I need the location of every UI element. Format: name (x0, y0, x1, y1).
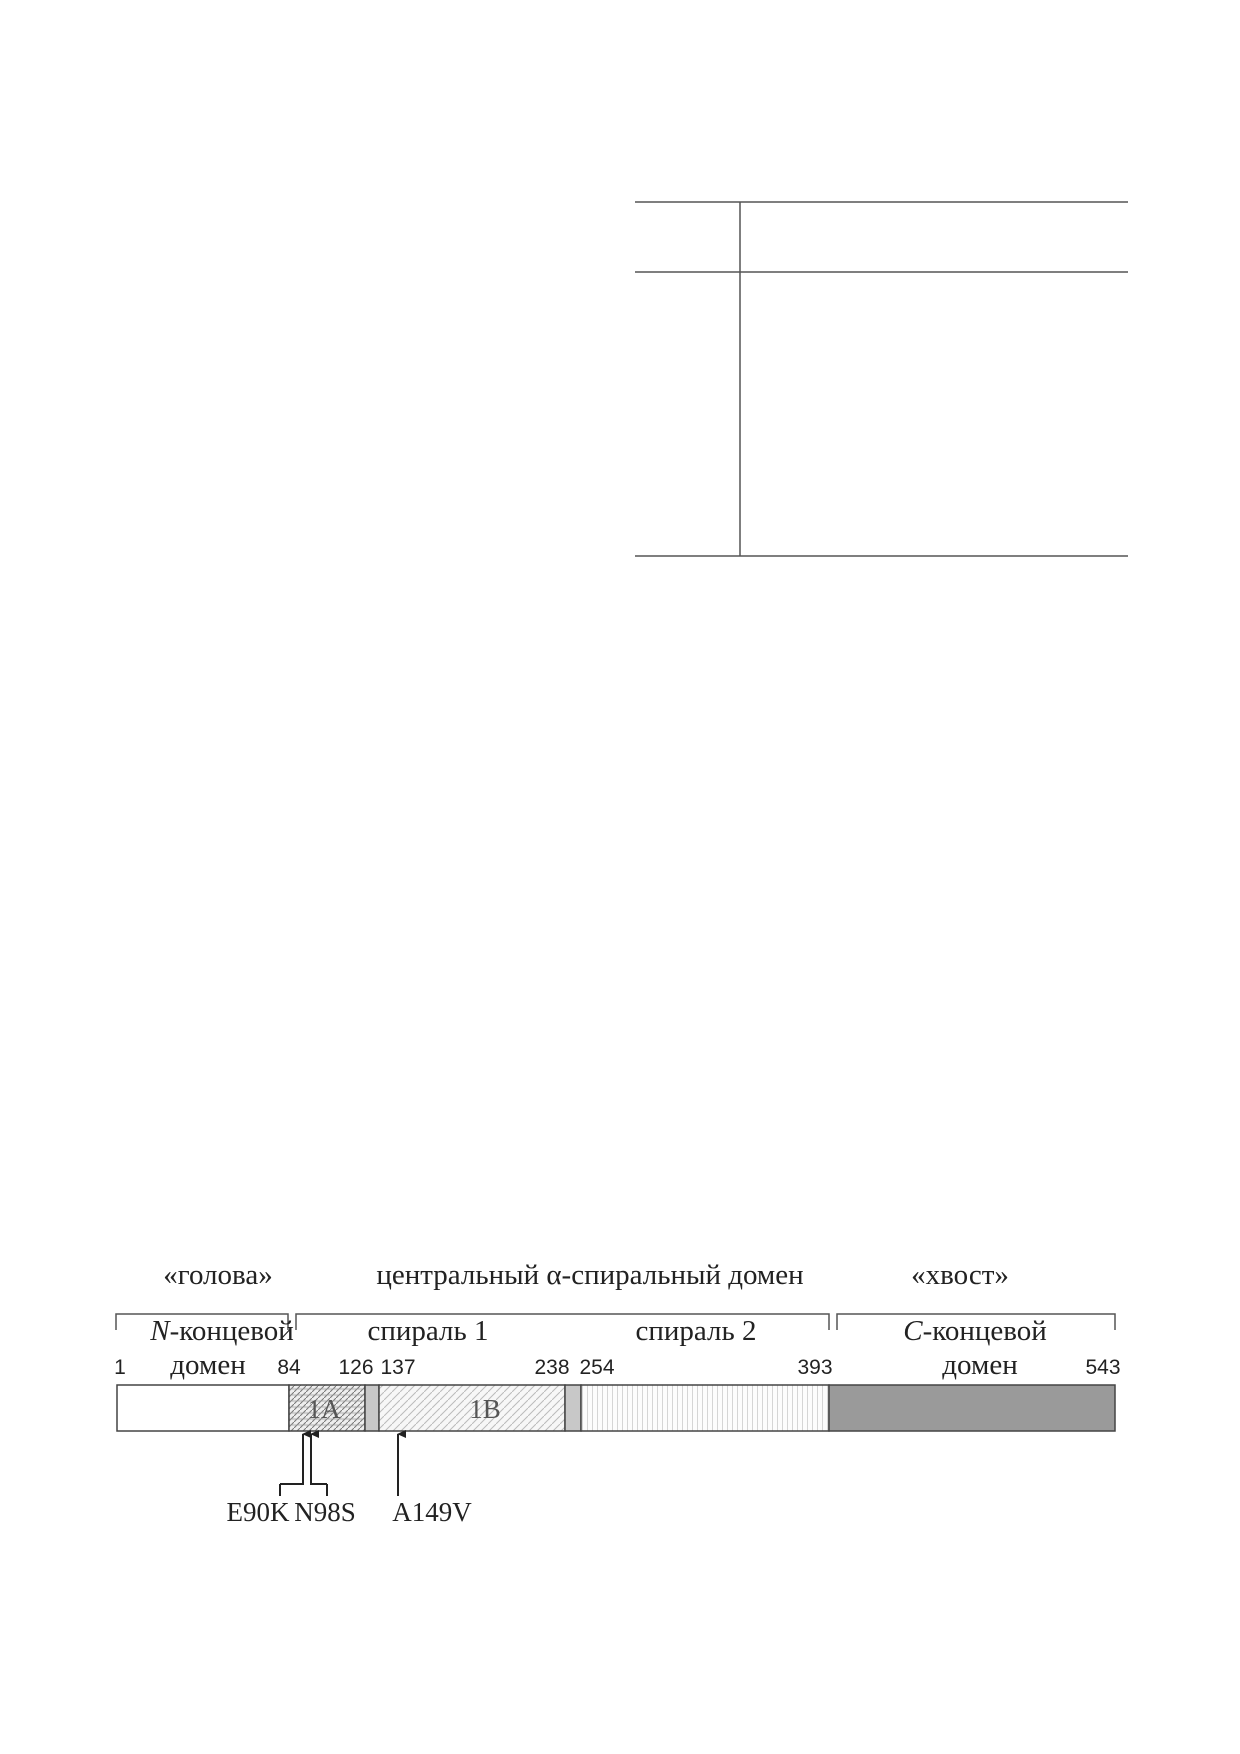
mutation-label-a149v: A149V (392, 1497, 472, 1527)
n-term-prefix: N (150, 1315, 170, 1347)
position-126: 126 (338, 1356, 374, 1379)
helix1-label: спираль 1 (367, 1315, 489, 1347)
c-term-prefix: C (903, 1315, 923, 1347)
c-term-suffix: -концевой (922, 1315, 1047, 1347)
position-543: 543 (1085, 1356, 1121, 1379)
tail-label: «хвост» (911, 1259, 1009, 1291)
segment-linker-l12 (565, 1385, 581, 1431)
n-term-label (149, 1315, 294, 1347)
segment-1b-label: 1B (469, 1394, 501, 1424)
mutation-label-n98s: N98S (294, 1497, 356, 1527)
c-term-label-line2: домен (942, 1349, 1018, 1381)
position-238: 238 (534, 1356, 570, 1379)
protein-bar (117, 1385, 1115, 1431)
head-label: «голова» (163, 1259, 273, 1291)
mutation-label-e90k: E90K (226, 1497, 290, 1527)
segment-c-term (829, 1385, 1115, 1431)
central-domain-label: центральный α-спиральный домен (376, 1259, 804, 1291)
arrow-e90k (280, 1434, 303, 1484)
c-term-label (903, 1315, 1047, 1347)
mutation-arrows (280, 1434, 398, 1484)
position-84: 84 (277, 1356, 301, 1379)
segment-helix2 (581, 1385, 829, 1431)
n-term-label-line2: домен (170, 1349, 246, 1381)
position-254: 254 (579, 1356, 615, 1379)
segment-1a-label: 1A (307, 1394, 341, 1424)
helix2-label: спираль 2 (635, 1315, 757, 1347)
position-1: 1 (114, 1356, 126, 1379)
position-137: 137 (380, 1356, 416, 1379)
arrow-n98s (311, 1434, 327, 1484)
n-term-suffix: -концевой (169, 1315, 294, 1347)
position-393: 393 (797, 1356, 833, 1379)
empty-table (635, 202, 1128, 556)
segment-linker-l1 (365, 1385, 379, 1431)
segment-n-term (117, 1385, 289, 1431)
